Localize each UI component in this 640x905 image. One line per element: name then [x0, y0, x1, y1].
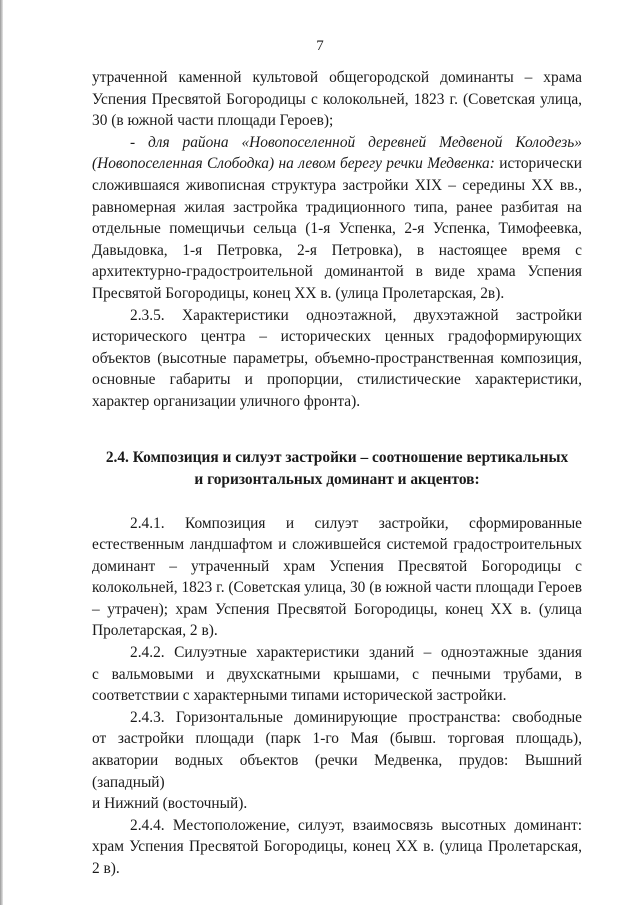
text-line: Давыдовка, 1-я Петровка, 2-я Петровка), в настоящее время с	[92, 241, 582, 259]
text-line: отдельные помещичьи сельца (1-я Успенка, 2-я Успенка, Тимофеевка,	[92, 220, 582, 238]
text-line: – утрачен); храм Успения Пресвятой Богородицы, конец XX в. (улица	[92, 600, 582, 618]
text-line: архитектурно-градостроительной доминантой в виде храма Успения	[92, 263, 582, 281]
text-line: 2.4.4. Местоположение, силуэт, взаимосвязь высотных доминант:	[130, 816, 582, 834]
text-line: акватории водных объектов (речки Медвенка, прудов: Вышний (западный)	[92, 752, 582, 791]
text-line: с вальмовыми и двухскатными крышами, с печными трубами, в	[92, 665, 582, 683]
document-body	[92, 67, 582, 880]
text-line: исторического центра – исторических ценных градоформирующих	[92, 328, 582, 346]
text-line: 2.4.3. Горизонтальные доминирующие пространства: свободные	[130, 708, 582, 726]
text-line: 2 в).	[92, 860, 120, 877]
text-line: и Нижний (восточный).	[92, 795, 248, 813]
section-heading	[92, 447, 582, 491]
text-line: Пролетарская, 2 в).	[92, 622, 218, 640]
italic-fragment: (Новопоселенная Слободка) на левом берегу речки Медвенка:	[92, 155, 495, 173]
text-line: характер организации уличного фронта).	[92, 392, 361, 410]
text-line: объектов (высотные параметры, объемно-пространственная композиция,	[92, 349, 582, 367]
text-line: Пресвятой Богородицы, конец XX в. (улица Пролетарская, 2в).	[92, 284, 505, 302]
text-line: соответствии с характерными типами исторической застройки.	[92, 687, 507, 705]
heading-line: и горизонтальных доминант и акцентов:	[194, 470, 480, 488]
text-line: колокольней, 1823 г. (Советская улица, 30 (в южной части площади Героев	[92, 579, 582, 597]
page-number: 7	[316, 38, 324, 54]
text-line: основные габариты и пропорции, стилистические характеристики,	[92, 371, 582, 389]
text-line: 2.3.5. Характеристики одноэтажной, двухэтажной застройки	[130, 306, 582, 324]
text-fragment: исторически	[494, 155, 582, 173]
heading-line: 2.4. Композиция и силуэт застройки – соотношение вертикальных	[105, 448, 569, 466]
paragraph-2-4-3	[92, 707, 582, 815]
text-line: 2.4.1. Композиция и силуэт застройки, сформированные	[130, 514, 582, 532]
text-line-italic: - для района «Новопоселенной деревней Медвеной Колодезь»	[130, 133, 582, 151]
paragraph-2-3-5	[92, 305, 582, 413]
text-line: естественным ландшафтом и сложившейся системой градостроительных	[92, 536, 582, 554]
scan-edge-shadow	[0, 0, 3, 905]
paragraph-2-4-4	[92, 815, 582, 880]
text-line: доминант – утраченный храм Успения Пресвятой Богородицы с	[92, 557, 582, 575]
text-line: утраченной каменной культовой общегородской доминанты – храма	[92, 69, 582, 86]
text-line: Успения Пресвятой Богородицы с колокольней, 1823 г. (Советская улица,	[92, 90, 582, 108]
paragraph-district	[92, 132, 582, 305]
text-line: равномерная жилая застройка традиционного типа, ранее разбитая на	[92, 198, 582, 216]
paragraph-2-4-2	[92, 642, 582, 707]
text-line: 2.4.2. Силуэтные характеристики зданий – одноэтажные здания	[130, 644, 582, 662]
paragraph-continuation	[92, 67, 582, 132]
text-line-mixed	[92, 153, 582, 175]
text-line: храм Успения Пресвятой Богородицы, конец XX в. (улица Пролетарская,	[92, 838, 582, 856]
text-line: от застройки площади (парк 1-го Мая (бывш. торговая площадь),	[92, 730, 582, 748]
paragraph-2-4-1	[92, 513, 582, 643]
text-line: сложившаяся живописная структура застройки XIX – середины XX вв.,	[92, 176, 582, 194]
text-line: 30 (в южной части площади Героев);	[92, 112, 334, 130]
